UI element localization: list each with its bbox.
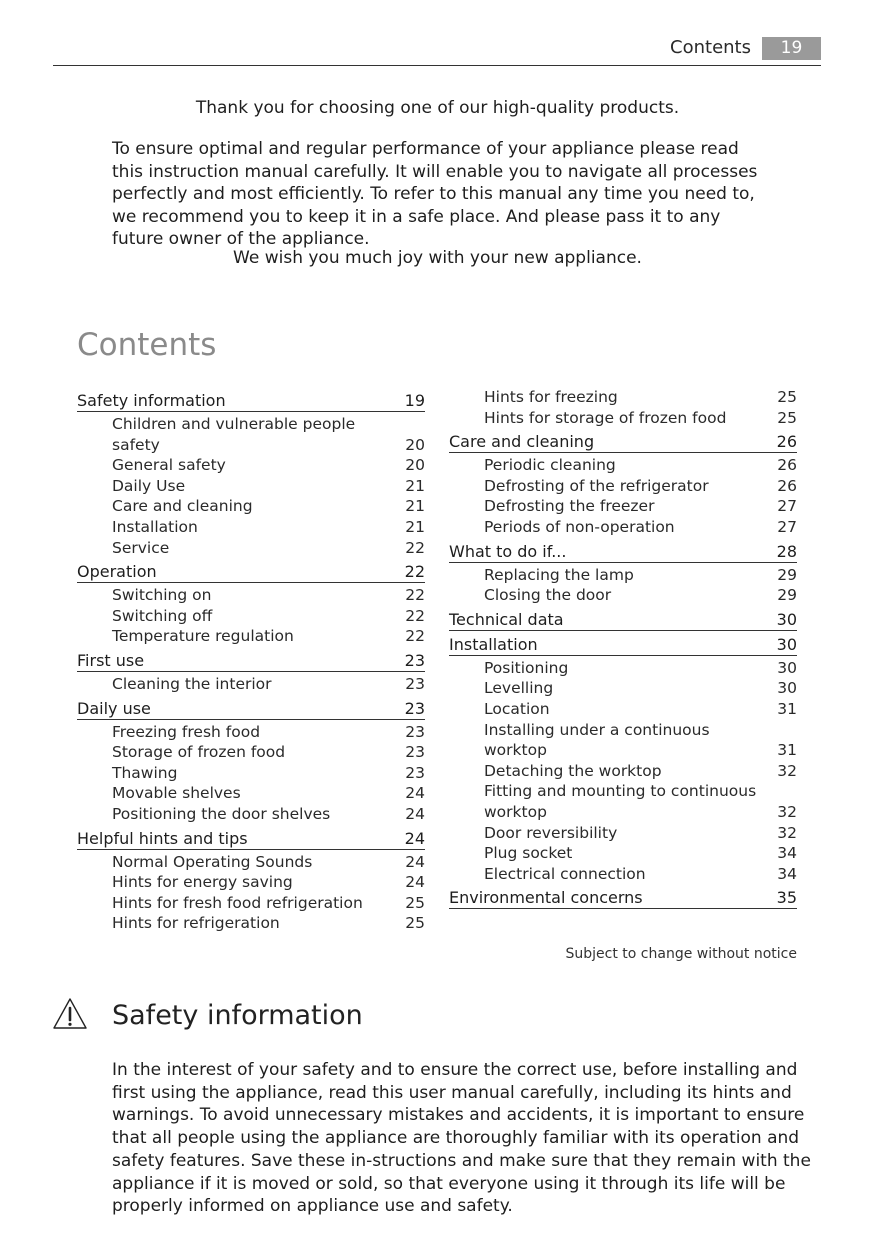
toc-entry-page: 29 <box>777 586 797 605</box>
toc-section-title: Helpful hints and tips <box>77 828 248 848</box>
toc-entry-page: 25 <box>777 388 797 406</box>
toc-entry-label: Detaching the worktop <box>484 761 662 780</box>
toc-entry-page: 21 <box>405 476 425 495</box>
toc-entry[interactable] <box>449 565 797 586</box>
toc-entry[interactable] <box>449 476 797 497</box>
toc-section-page: 24 <box>404 828 425 848</box>
toc-entry-label: Positioning the door shelves <box>112 804 331 823</box>
toc-entry-label: Replacing the lamp <box>484 565 634 584</box>
toc-entry-page: 32 <box>777 802 797 821</box>
toc-entry-label: Location <box>484 699 550 718</box>
toc-section-page: 26 <box>776 432 797 452</box>
toc-section-0[interactable] <box>77 390 425 412</box>
safety-heading: Safety information <box>112 1000 363 1031</box>
toc-entry-page: 34 <box>777 864 797 883</box>
toc-entry-page: 31 <box>777 699 797 718</box>
toc-entry-label: Children and vulnerable people safety <box>112 415 356 454</box>
toc-entry-label: Freezing fresh food <box>112 722 261 741</box>
toc-entry-label: Positioning <box>484 658 569 677</box>
toc-entry[interactable] <box>77 414 425 455</box>
toc-entry[interactable] <box>449 678 797 699</box>
toc-entry-page: 32 <box>777 761 797 780</box>
toc-entry-page: 24 <box>405 784 425 803</box>
toc-section-1[interactable] <box>449 431 797 453</box>
toc-entry[interactable] <box>77 626 425 647</box>
toc-entry-label: Thawing <box>112 763 178 782</box>
toc-section-title: What to do if... <box>449 541 567 561</box>
toc-entry[interactable] <box>77 913 425 934</box>
toc-entry-label: Electrical connection <box>484 864 646 883</box>
toc-entry-label: Hints for storage of frozen food <box>484 408 727 427</box>
toc-entry[interactable] <box>449 496 797 517</box>
warning-icon <box>52 997 88 1031</box>
page-number: 19 <box>762 37 821 60</box>
toc-entry-label: Hints for refrigeration <box>112 914 280 933</box>
toc-entry-page: 29 <box>777 565 797 584</box>
toc-left-column <box>77 387 425 934</box>
toc-entry-label: Daily Use <box>112 476 186 495</box>
toc-entry[interactable] <box>77 517 425 538</box>
toc-entry[interactable] <box>77 852 425 873</box>
toc-entry-page: 22 <box>405 627 425 646</box>
toc-entry-label: Periodic cleaning <box>484 456 616 475</box>
toc-entry[interactable] <box>77 476 425 497</box>
toc-entry-label: Hints for freezing <box>484 388 618 406</box>
toc-section-page: 22 <box>404 562 425 582</box>
toc-entry[interactable] <box>449 517 797 538</box>
toc-entry[interactable] <box>449 408 797 429</box>
toc-entry-label: Fitting and mounting to continuous worktop <box>484 782 757 821</box>
toc-entry-page: 24 <box>405 852 425 871</box>
toc-section-1[interactable] <box>77 561 425 583</box>
toc-right-column <box>449 387 797 911</box>
toc-entry-label: Closing the door <box>484 586 612 605</box>
toc-entry-page: 22 <box>405 586 425 605</box>
toc-entry[interactable] <box>77 674 425 695</box>
toc-section-title: Daily use <box>77 698 151 718</box>
toc-section-page: 30 <box>776 634 797 654</box>
running-header-title: Contents <box>670 37 751 58</box>
toc-entry-label: Defrosting the freezer <box>484 497 655 516</box>
toc-section-2[interactable] <box>449 541 797 563</box>
toc-section-page: 35 <box>776 888 797 908</box>
toc-entry-page: 30 <box>777 679 797 698</box>
toc-entry-label: Temperature regulation <box>112 627 294 646</box>
toc-entry-label: General safety <box>112 456 226 475</box>
toc-entry-label: Care and cleaning <box>112 497 253 516</box>
toc-entry[interactable] <box>449 455 797 476</box>
toc-section-title: Care and cleaning <box>449 432 595 452</box>
toc-entry-page: 21 <box>405 497 425 516</box>
intro-paragraph: To ensure optimal and regular performance of your appliance please read this instruction manual carefully. It will enable you to navigate all processes perfectly and most efficiently. To refer to this manual any time you need to, we recommend you to keep it in a safe place. And please pass it to any future owner of the appliance. <box>112 139 758 249</box>
toc-entry-page: 26 <box>777 456 797 475</box>
toc-entry-label: Cleaning the interior <box>112 674 272 693</box>
toc-entry-page: 23 <box>405 722 425 741</box>
toc-entry-page: 24 <box>405 873 425 892</box>
contents-heading: Contents <box>77 327 217 363</box>
toc-section-title: Environmental concerns <box>449 888 643 908</box>
toc-entry-page: 26 <box>777 476 797 495</box>
toc-entry[interactable] <box>77 783 425 804</box>
toc-entry-page: 27 <box>777 497 797 516</box>
toc-entry-label: Defrosting of the refrigerator <box>484 476 709 495</box>
intro-wish: We wish you much joy with your new appliance. <box>233 248 642 268</box>
toc-entry-page: 27 <box>777 517 797 536</box>
toc-section-page: 23 <box>404 698 425 718</box>
toc-entry-page: 34 <box>777 844 797 863</box>
toc-section-4[interactable] <box>449 634 797 656</box>
toc-entry[interactable] <box>449 781 797 822</box>
toc-section-2[interactable] <box>77 650 425 672</box>
toc-entry[interactable] <box>77 585 425 606</box>
toc-section-title: First use <box>77 650 145 670</box>
toc-entry-label: Switching on <box>112 586 212 605</box>
toc-section-3[interactable] <box>77 698 425 720</box>
toc-entry-page: 30 <box>777 658 797 677</box>
toc-entry[interactable] <box>449 761 797 782</box>
toc-section-3[interactable] <box>449 609 797 631</box>
toc-entry[interactable] <box>449 658 797 679</box>
toc-entry[interactable] <box>77 538 425 559</box>
toc-entry[interactable] <box>77 893 425 914</box>
toc-entry-page: 25 <box>405 914 425 933</box>
toc-entry-label: Storage of frozen food <box>112 743 286 762</box>
toc-entry-label: Hints for fresh food refrigeration <box>112 893 363 912</box>
toc-section-title: Technical data <box>449 609 564 629</box>
safety-paragraph: In the interest of your safety and to ensure the correct use, before installing and first using the appliance, read this user manual carefully, including its hints and warnings. To avoid unnecessary mistakes and accidents, it is important to ensure that all people using the appliance are thoroughly familiar with its operation and safety features. Save these in-structions and make sure that they remain with the appliance if it is moved or sold, so that everyone using it through its life will be properly informed on appliance use and safety. <box>112 1060 811 1217</box>
toc-entry-label: Periods of non-operation <box>484 517 675 536</box>
toc-entry[interactable] <box>449 720 797 761</box>
toc-entry[interactable] <box>449 387 797 408</box>
toc-section-4[interactable] <box>77 828 425 850</box>
toc-entry-label: Levelling <box>484 679 554 698</box>
toc-entry[interactable] <box>77 496 425 517</box>
toc-entry[interactable] <box>77 763 425 784</box>
toc-entry[interactable] <box>77 872 425 893</box>
toc-entry-label: Switching off <box>112 606 213 625</box>
toc-section-5[interactable] <box>449 887 797 909</box>
toc-section-page: 19 <box>404 391 425 410</box>
toc-entry[interactable] <box>77 722 425 743</box>
toc-entry-page: 21 <box>405 517 425 536</box>
header-rule <box>53 65 821 66</box>
toc-section-page: 28 <box>776 541 797 561</box>
toc-entry-label: Door reversibility <box>484 823 618 842</box>
toc-entry[interactable] <box>77 455 425 476</box>
toc-entry-page: 20 <box>405 435 425 454</box>
toc-entry-page: 22 <box>405 538 425 557</box>
toc-entry-page: 25 <box>405 893 425 912</box>
toc-entry[interactable] <box>449 585 797 606</box>
toc-entry[interactable] <box>77 742 425 763</box>
toc-section-title: Operation <box>77 562 157 582</box>
intro-thanks: Thank you for choosing one of our high-quality products. <box>195 98 680 118</box>
toc-entry[interactable] <box>449 699 797 720</box>
toc-section-title: Installation <box>449 634 538 654</box>
toc-entry[interactable] <box>449 864 797 885</box>
toc-entry-page: 31 <box>777 741 797 760</box>
toc-entry-page: 20 <box>405 456 425 475</box>
toc-section-page: 30 <box>776 609 797 629</box>
toc-section-title: Safety information <box>77 391 226 410</box>
toc-entry[interactable] <box>449 823 797 844</box>
toc-entry[interactable] <box>449 843 797 864</box>
toc-entry-page: 25 <box>777 408 797 427</box>
toc-entry-label: Movable shelves <box>112 784 241 803</box>
toc-entry-page: 23 <box>405 743 425 762</box>
toc-entry-page: 23 <box>405 674 425 693</box>
toc-entry-label: Normal Operating Sounds <box>112 852 313 871</box>
toc-entry-page: 23 <box>405 763 425 782</box>
toc-entry-label: Service <box>112 538 170 557</box>
toc-entry-label: Hints for energy saving <box>112 873 293 892</box>
change-notice: Subject to change without notice <box>565 946 797 962</box>
toc-entry-page: 32 <box>777 823 797 842</box>
toc-entry-page: 24 <box>405 804 425 823</box>
toc-entry[interactable] <box>77 804 425 825</box>
toc-entry-label: Installation <box>112 517 198 536</box>
toc-entry-label: Installing under a continuous worktop <box>484 720 710 760</box>
toc-entry-label: Plug socket <box>484 844 573 863</box>
toc-entry[interactable] <box>77 606 425 627</box>
toc-entry-page: 22 <box>405 606 425 625</box>
toc-section-page: 23 <box>404 650 425 670</box>
